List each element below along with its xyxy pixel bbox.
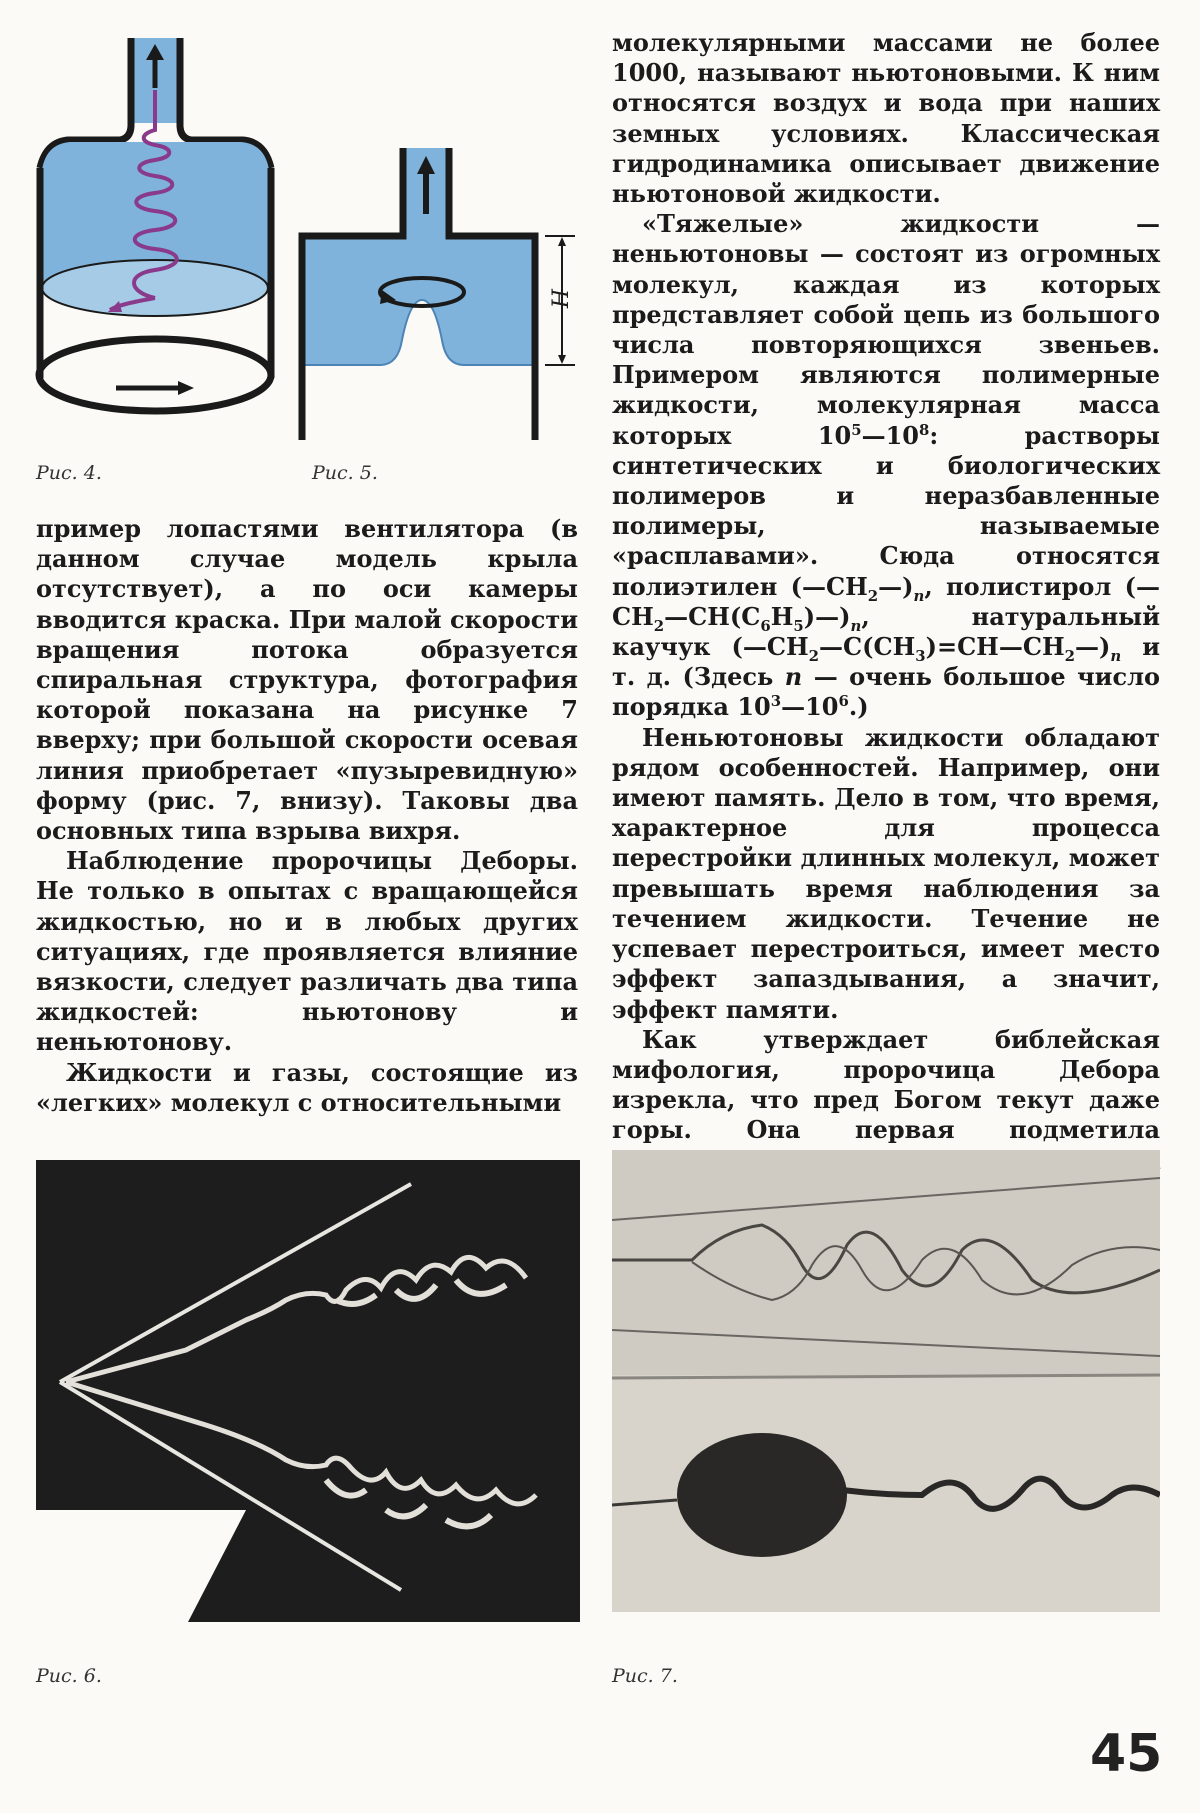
- fig4-rotating-bottom: [39, 339, 271, 411]
- figure-6-photo: [36, 1160, 580, 1622]
- figure-7-photo: [612, 1150, 1160, 1612]
- figure-6-caption: Рис. 6.: [36, 1665, 102, 1687]
- right-column-text: [612, 28, 1160, 1206]
- left-column-text: [36, 514, 578, 1118]
- fig5-h-label: H: [549, 288, 575, 309]
- left-paragraph-3: Жидкости и газы, состоящие из «легких» молекул с относительными: [36, 1057, 578, 1117]
- page-number: 45: [1090, 1724, 1163, 1784]
- left-paragraph-2: [36, 846, 578, 1057]
- left-paragraph-2-text: Не только в опытах с вращающейся жидкостью, но и в любых других ситуациях, где проявляется влияние вязкости, следует различать два типа жидкостей: ньютонову и неньютонову.: [36, 876, 578, 1057]
- right-paragraph-4: Как утверждает библейская мифология, пророчица Дебора изрекла, что пред Богом текут даже горы. Она первая подметила: [612, 1024, 1160, 1145]
- section-heading: Наблюдение пророчицы Деборы.: [66, 846, 578, 876]
- fig7-bubble-breakdown: [677, 1433, 847, 1557]
- figure-5-diagram: [290, 140, 580, 450]
- figure-4-caption: Рис. 4.: [36, 462, 102, 484]
- left-paragraph-1: пример лопастями вентилятора (в данном случае модель крыла отсутствует), а по оси камеры вводится краска. При малой скорости вращения потока образуется спиральная структура, фотография которой показана на рисунке 7 вверху; при большой скорости осевая линия приобретает «пузыревидную» форму (рис. 7, внизу). Таковы два основных типа взрыва вихря.: [36, 514, 578, 846]
- right-paragraph-3: Неньютоновы жидкости обладают рядом особенностей. Например, они имеют память. Дело в том, что время, характерное для процесса перестройки длинных молекул, может превышать время наблюдения за течением жидкости. Течение не успевает перестроиться, имеет место эффект запаздывания, а значит, эффект памяти.: [612, 722, 1160, 1024]
- figure-4-diagram: [28, 30, 283, 450]
- right-paragraph-1: молекулярными массами не более 1000, называют ньютоновыми. К ним относятся воздух и вода при наших земных условиях. Классическая гидродинамика описывает движение ньютоновой жидкости.: [612, 28, 1160, 209]
- figure-7-caption: Рис. 7.: [612, 1665, 678, 1687]
- right-paragraph-2: «Тяжелые» жидкости — неньютоновы — состоят из огромных молекул, каждая из которых представляет собой цепь из большого числа повторяющихся звеньев. Примером являются полимерные жидкости, молекулярная масса которых $10^5—10^8$: растворы синтетических и биологических полимеров и неразбавленные полимеры, называемые «расплавами». Сюда относятся полиэтилен $(—CH_2—)_n$, полистирол $(—CH_2—CH(C_6H_5)—)_n$, натуральный каучук $(—CH_2—C(CH_3)=CH—CH_2—)_n$ и т. д. (Здесь n — очень большое число порядка $10^3—10^6$.): [612, 209, 1160, 722]
- figure-5-caption: Рис. 5.: [312, 462, 378, 484]
